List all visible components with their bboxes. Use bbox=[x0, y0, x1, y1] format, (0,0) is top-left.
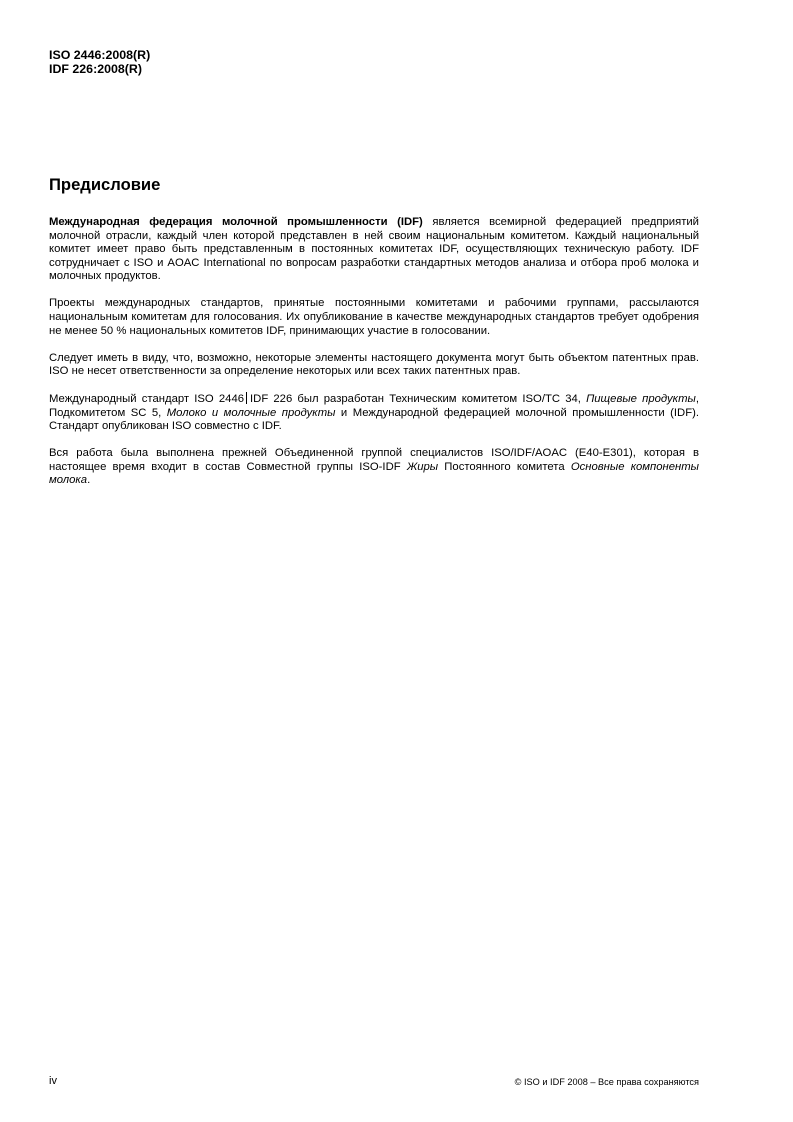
idf-code: IDF 226:2008(R) bbox=[49, 62, 142, 76]
document-code-header bbox=[49, 48, 150, 76]
paragraph-text: Международный стандарт ISO 2446 bbox=[49, 393, 245, 406]
iso-code: ISO 2446:2008(R) bbox=[49, 48, 151, 62]
paragraph-text: является всемирной федерацией предприятий молочной отрасли, каждый член которой представлен в ней своим национальным комитетом. Каждый национальный комитет имеет право быть представленным в постоянных комитетах IDF, осуществляющих техническую работу. IDF сотрудничает с ISO и AOAC International по вопросам разработки стандартных методов анализа и отбора проб молока и молочных продуктов. bbox=[49, 216, 699, 283]
subcommittee-name-italic: Молоко и молочные продукты bbox=[166, 406, 336, 419]
group-name-italic: Жиры bbox=[406, 460, 439, 473]
paragraph-standard-origin bbox=[49, 392, 699, 434]
page-number: iv bbox=[49, 1075, 57, 1087]
paragraph-text: . bbox=[87, 474, 91, 487]
paragraph-text: IDF 226 был разработан Техническим комитетом ISO/TC 34, bbox=[250, 393, 587, 406]
page-title: Предисловие bbox=[49, 175, 161, 194]
committee-name-italic: Основные компоненты молока bbox=[49, 460, 699, 487]
paragraph-text: , Подкомитетом SC 5, bbox=[49, 393, 699, 419]
paragraph-idf-description bbox=[49, 216, 699, 284]
paragraph-text: Вся работа была выполнена прежней Объединенной группой специалистов ISO/IDF/AOAC (E40-E301), которая в настоящее время входит в состав Совместной группы ISO-IDF bbox=[49, 447, 699, 473]
foreword-body bbox=[49, 216, 699, 501]
idf-name-bold: Международная федерация молочной промышленности (IDF) bbox=[49, 216, 423, 228]
paragraph-patent-rights: Следует иметь в виду, что, возможно, некоторые элементы настоящего документа могут быть объектом патентных прав. ISO не несет ответственности за определение некоторых или всех таких патентных прав. bbox=[49, 351, 699, 378]
copyright-notice: © ISO и IDF 2008 – Все права сохраняются bbox=[514, 1077, 699, 1087]
paragraph-text: и Международной федерацией молочной промышленности (IDF). Стандарт опубликован ISO совместно с IDF. bbox=[49, 406, 699, 433]
paragraph-work-group bbox=[49, 447, 699, 488]
paragraph-text: Постоянного комитета bbox=[438, 460, 571, 473]
paragraph-draft-standards: Проекты международных стандартов, принятые постоянными комитетами и рабочими группами, рассылаются национальным комитетам для голосования. Их опубликование в качестве международных стандартов требует одобрения не менее 50 % национальных комитетов IDF, принимающих участие в голосовании. bbox=[49, 297, 699, 337]
committee-name-italic: Пищевые продукты bbox=[586, 393, 696, 406]
vertical-separator bbox=[246, 392, 247, 404]
